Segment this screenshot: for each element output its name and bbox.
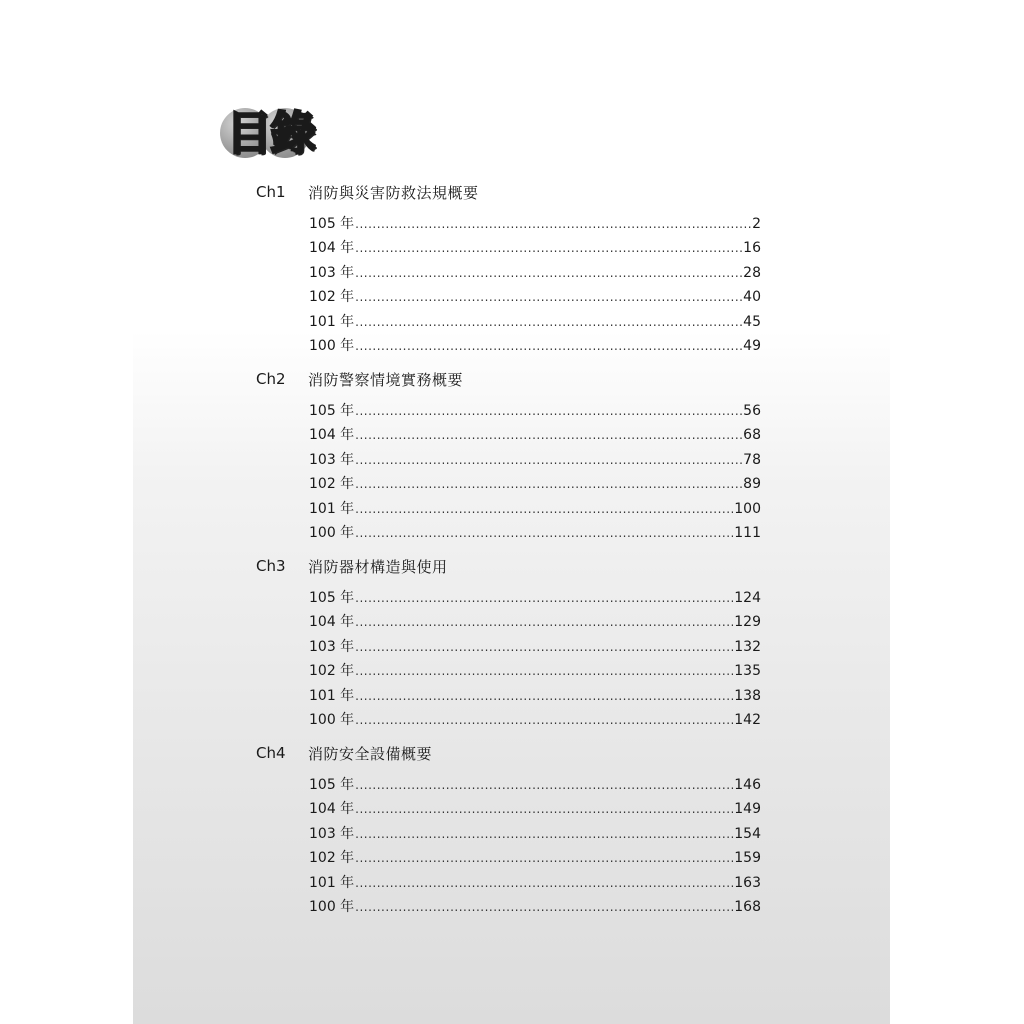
dot-leader — [355, 708, 733, 732]
toc-entry[interactable] — [309, 773, 761, 797]
entry-page-number: 100 — [734, 500, 761, 517]
entry-page-number: 78 — [743, 451, 761, 468]
dot-leader — [355, 236, 742, 260]
entry-page-number: 40 — [743, 289, 761, 306]
dot-leader — [355, 521, 733, 545]
toc-heading — [220, 108, 320, 160]
dot-leader — [355, 586, 733, 610]
toc-entry[interactable] — [309, 635, 761, 659]
toc-entry[interactable] — [309, 423, 761, 447]
entry-page-number: 49 — [743, 337, 761, 354]
dot-leader — [355, 895, 733, 919]
entry-page-number: 124 — [734, 590, 761, 606]
entry-year: 102 年 — [309, 476, 355, 493]
entry-year: 101 年 — [309, 313, 355, 330]
entry-page-number: 45 — [743, 313, 761, 330]
entry-page-number: 163 — [734, 874, 761, 891]
entry-year: 105 年 — [309, 216, 355, 232]
entry-year: 100 年 — [309, 711, 355, 728]
dot-leader — [355, 212, 751, 236]
entry-year: 104 年 — [309, 801, 355, 818]
dot-leader — [355, 846, 733, 870]
entry-page-number: 138 — [734, 687, 761, 704]
entry-year: 100 年 — [309, 898, 355, 915]
entry-year: 100 年 — [309, 337, 355, 354]
toc-entry[interactable] — [309, 448, 761, 472]
entry-page-number: 56 — [743, 403, 761, 419]
toc-entry[interactable] — [309, 586, 761, 610]
entry-list — [309, 773, 761, 919]
page-title: 目錄 — [226, 106, 314, 160]
entry-year: 102 年 — [309, 663, 355, 680]
chapter-number: Ch1 — [256, 183, 286, 201]
entry-list — [309, 586, 761, 732]
entry-list — [309, 399, 761, 545]
dot-leader — [355, 448, 742, 472]
chapter-heading — [256, 180, 776, 204]
entry-page-number: 2 — [752, 216, 761, 232]
chapter-number: Ch2 — [256, 370, 286, 388]
entry-page-number: 89 — [743, 476, 761, 493]
entry-page-number: 159 — [734, 850, 761, 867]
chapter-title: 消防與災害防救法規概要 — [308, 183, 479, 202]
chapter-block — [256, 741, 776, 919]
toc-entry[interactable] — [309, 212, 761, 236]
dot-leader — [355, 610, 733, 634]
entry-page-number: 135 — [734, 663, 761, 680]
dot-leader — [355, 871, 733, 895]
entry-year: 105 年 — [309, 403, 355, 419]
entry-year: 101 年 — [309, 500, 355, 517]
dot-leader — [355, 472, 742, 496]
dot-leader — [355, 399, 742, 423]
chapter-title: 消防器材構造與使用 — [308, 557, 448, 576]
entry-year: 103 年 — [309, 638, 355, 655]
dot-leader — [355, 497, 733, 521]
entry-year: 104 年 — [309, 240, 355, 257]
toc-entry[interactable] — [309, 310, 761, 334]
entry-year: 105 年 — [309, 590, 355, 606]
dot-leader — [355, 285, 742, 309]
entry-year: 105 年 — [309, 777, 355, 793]
toc-entry[interactable] — [309, 797, 761, 821]
entry-year: 100 年 — [309, 524, 355, 541]
toc-entry[interactable] — [309, 846, 761, 870]
entry-year: 103 年 — [309, 451, 355, 468]
toc-entry[interactable] — [309, 472, 761, 496]
entry-year: 102 年 — [309, 289, 355, 306]
entry-year: 103 年 — [309, 264, 355, 281]
toc-entry[interactable] — [309, 261, 761, 285]
entry-page-number: 132 — [734, 638, 761, 655]
chapter-block — [256, 554, 776, 732]
toc-entry[interactable] — [309, 708, 761, 732]
entry-page-number: 111 — [734, 524, 761, 541]
entry-page-number: 68 — [743, 427, 761, 444]
toc-entry[interactable] — [309, 822, 761, 846]
dot-leader — [355, 659, 733, 683]
entry-list — [309, 212, 761, 358]
dot-leader — [355, 310, 742, 334]
dot-leader — [355, 334, 742, 358]
entry-page-number: 149 — [734, 801, 761, 818]
toc-entry[interactable] — [309, 521, 761, 545]
toc-entry[interactable] — [309, 399, 761, 423]
toc-entry[interactable] — [309, 659, 761, 683]
chapter-block — [256, 180, 776, 358]
chapter-block — [256, 367, 776, 545]
toc-entry[interactable] — [309, 497, 761, 521]
dot-leader — [355, 822, 733, 846]
chapter-title: 消防安全設備概要 — [308, 744, 433, 763]
entry-year: 101 年 — [309, 687, 355, 704]
toc-entry[interactable] — [309, 236, 761, 260]
toc-entry[interactable] — [309, 610, 761, 634]
entry-page-number: 16 — [743, 240, 761, 257]
dot-leader — [355, 773, 733, 797]
chapter-number: Ch4 — [256, 744, 286, 762]
entry-year: 104 年 — [309, 614, 355, 631]
entry-page-number: 142 — [734, 711, 761, 728]
entry-year: 101 年 — [309, 874, 355, 891]
chapter-title: 消防警察情境實務概要 — [308, 370, 464, 389]
entry-page-number: 129 — [734, 614, 761, 631]
entry-page-number: 154 — [734, 825, 761, 842]
dot-leader — [355, 261, 742, 285]
dot-leader — [355, 797, 733, 821]
dot-leader — [355, 423, 742, 447]
entry-page-number: 146 — [734, 777, 761, 793]
chapter-number: Ch3 — [256, 557, 286, 575]
entry-year: 104 年 — [309, 427, 355, 444]
toc-entry[interactable] — [309, 871, 761, 895]
chapter-heading — [256, 741, 776, 765]
dot-leader — [355, 684, 733, 708]
toc-entry[interactable] — [309, 684, 761, 708]
chapter-heading — [256, 367, 776, 391]
chapter-heading — [256, 554, 776, 578]
entry-year: 102 年 — [309, 850, 355, 867]
toc-entry[interactable] — [309, 895, 761, 919]
toc-entry[interactable] — [309, 334, 761, 358]
entry-page-number: 28 — [743, 264, 761, 281]
entry-page-number: 168 — [734, 898, 761, 915]
dot-leader — [355, 635, 733, 659]
toc-entry[interactable] — [309, 285, 761, 309]
entry-year: 103 年 — [309, 825, 355, 842]
